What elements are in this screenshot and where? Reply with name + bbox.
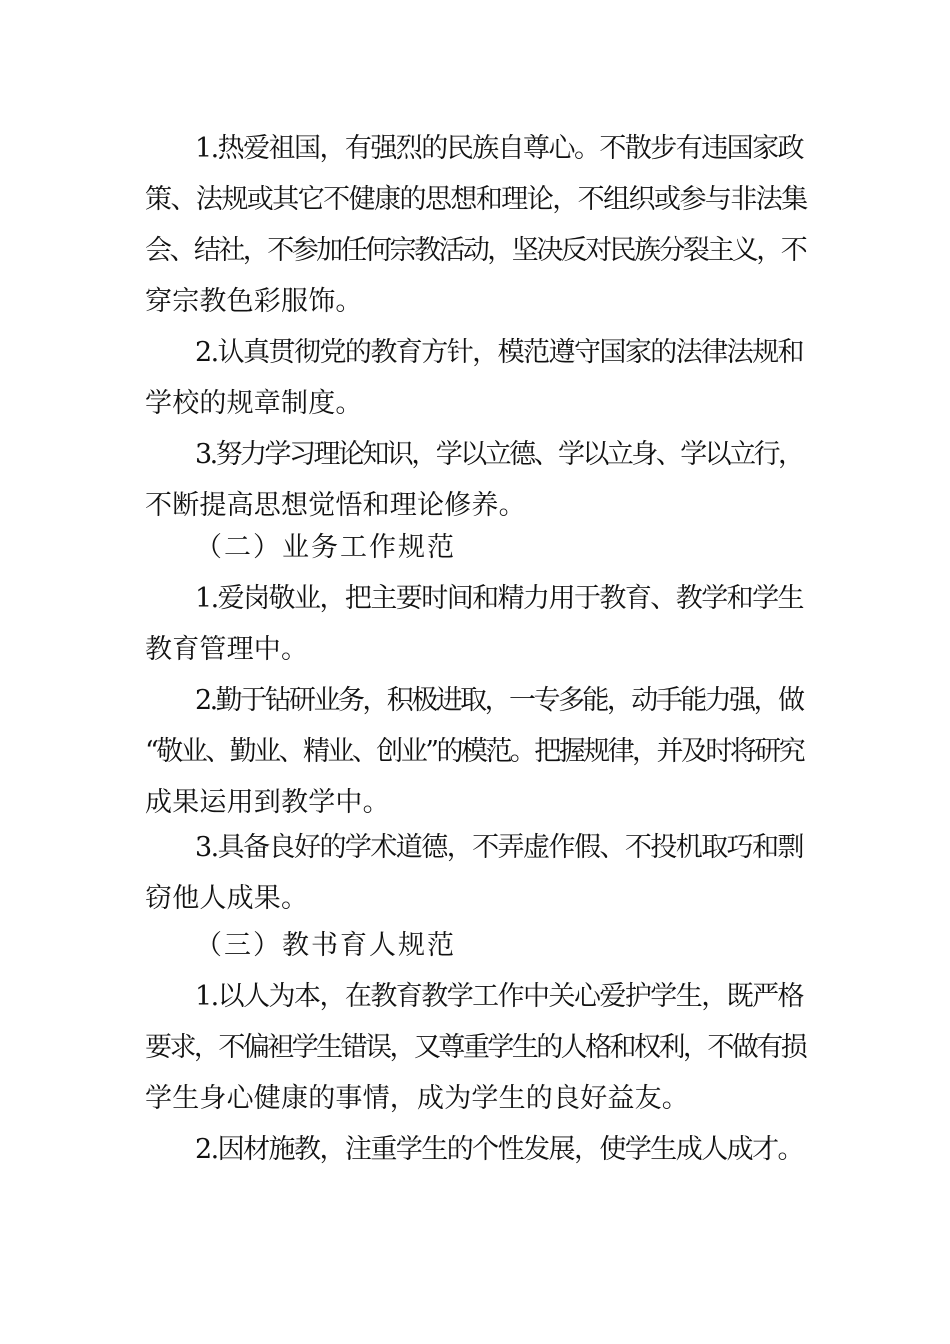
paragraph-line: 教育管理中。	[145, 634, 309, 665]
paragraph-line: 1.爱岗敬业，把主要时间和精力用于教育、教学和学生	[195, 583, 804, 614]
paragraph-line: 2.认真贯彻党的教育方针，模范遵守国家的法律法规和	[195, 337, 804, 368]
paragraph-line: 3.努力学习理论知识，学以立德、学以立身、学以立行，	[195, 439, 803, 470]
paragraph-line: 窃他人成果。	[145, 883, 309, 914]
paragraph-line: 策、法规或其它不健康的思想和理论，不组织或参与非法集	[145, 184, 807, 215]
paragraph-line: 3.具备良好的学术道德，不弄虚作假、不投机取巧和剽	[195, 832, 804, 863]
section-heading: （二）业务工作规范	[195, 532, 456, 563]
paragraph-line: 1.热爱祖国，有强烈的民族自尊心。不散步有违国家政	[195, 133, 804, 164]
paragraph-line: 会、结社，不参加任何宗教活动，坚决反对民族分裂主义，不	[145, 235, 806, 266]
paragraph-line: 学生身心健康的事情，成为学生的良好益友。	[145, 1083, 689, 1114]
paragraph-line: 学校的规章制度。	[145, 388, 363, 419]
paragraph-line: 要求，不偏袒学生错误，又尊重学生的人格和权利，不做有损	[145, 1032, 806, 1063]
paragraph-line: “敬业、勤业、精业、创业”的模范。把握规律，并及时将研究	[145, 736, 804, 767]
paragraph-line: 2.勤于钻研业务，积极进取，一专多能，动手能力强，做	[195, 685, 803, 716]
paragraph-line: 穿宗教色彩服饰。	[145, 286, 363, 317]
paragraph-line: 1.以人为本，在教育教学工作中关心爱护学生，既严格	[195, 981, 804, 1012]
paragraph-line: 成果运用到教学中。	[145, 787, 390, 818]
paragraph-line: 不断提高思想觉悟和理论修养。	[145, 490, 526, 521]
section-heading: （三）教书育人规范	[195, 930, 456, 961]
paragraph-line: 2.因材施教，注重学生的个性发展，使学生成人成才。	[195, 1134, 804, 1165]
